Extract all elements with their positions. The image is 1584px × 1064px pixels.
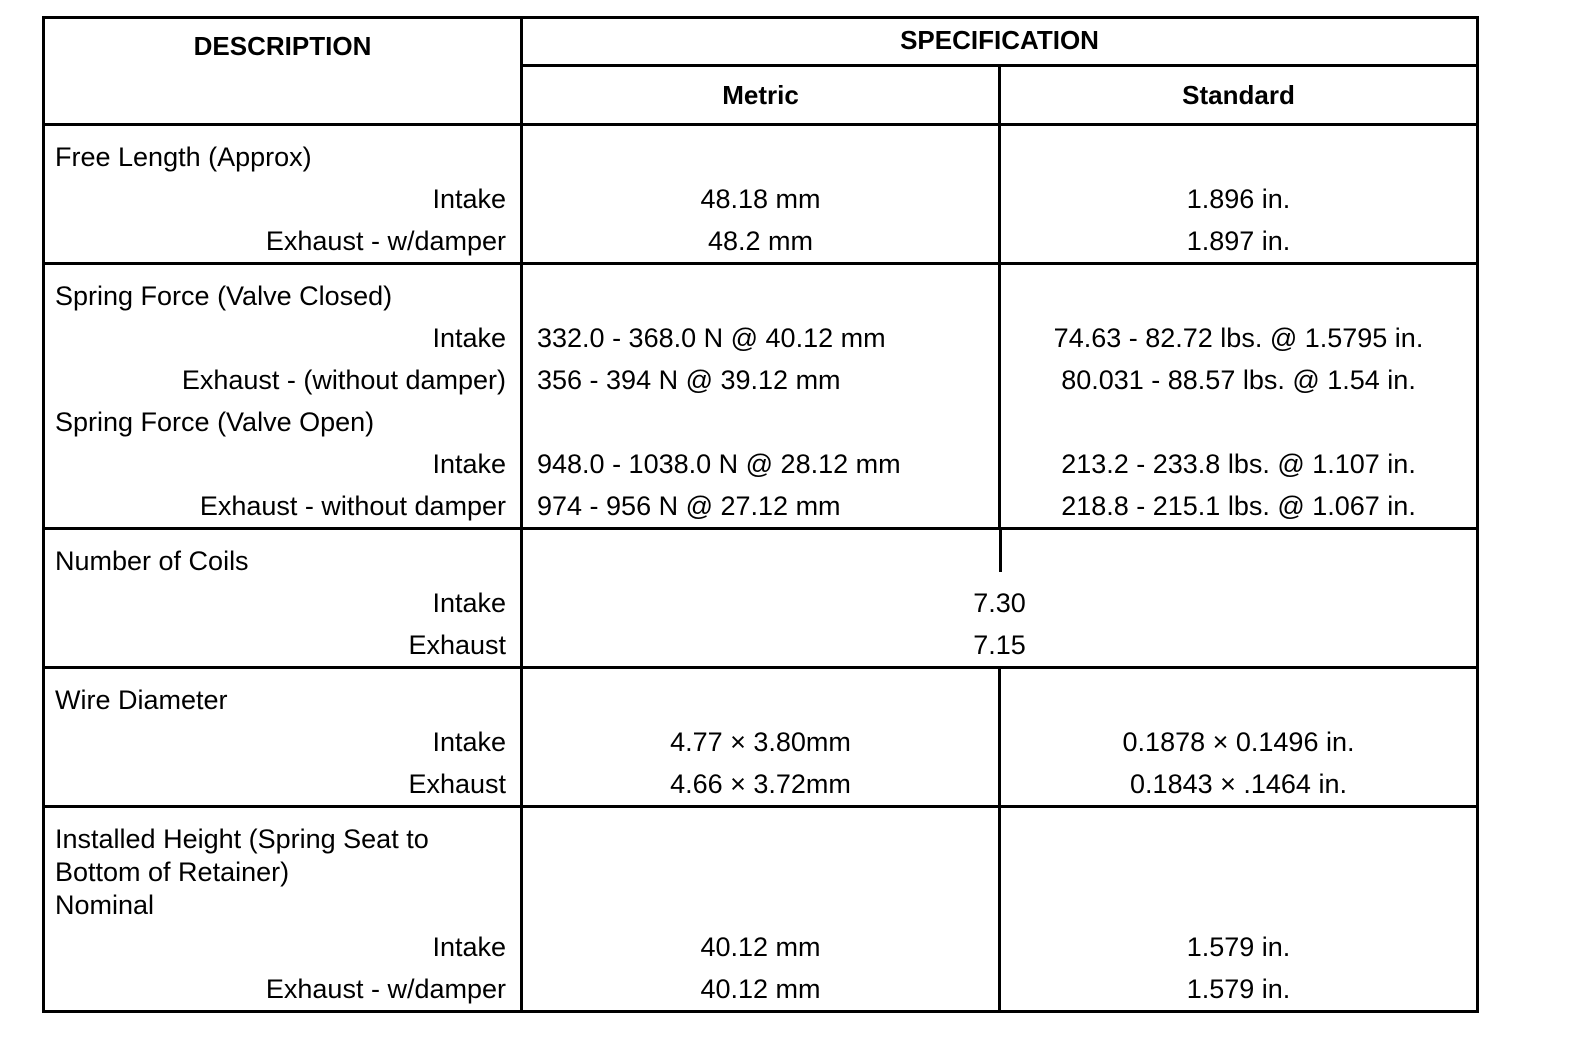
free-length-title: Free Length (Approx) (55, 142, 312, 172)
installed-height-title-line2: Bottom of Retainer) (55, 857, 290, 887)
free-length-intake-metric: 48.18 mm (700, 184, 821, 214)
spring-force-standard (1000, 264, 1478, 529)
free-length-row (44, 125, 1478, 264)
free-length-standard (1000, 125, 1478, 264)
spring-force-open-title: Spring Force (Valve Open) (55, 407, 375, 437)
installed-height-exhaust-metric: 40.12 mm (700, 974, 821, 1004)
installed-height-intake-metric: 40.12 mm (700, 932, 821, 962)
coils-intake-value: 7.30 (973, 588, 1026, 618)
specification-header: SPECIFICATION (522, 18, 1478, 66)
installed-height-metric (522, 807, 1000, 1012)
spring-force-closed-intake-label: Intake (432, 323, 506, 353)
spring-force-description (44, 264, 522, 529)
spring-force-open-intake-standard: 213.2 - 233.8 lbs. @ 1.107 in. (1061, 449, 1416, 479)
metric-header: Metric (522, 66, 1000, 125)
installed-height-standard (1000, 807, 1478, 1012)
spring-force-closed-title: Spring Force (Valve Closed) (55, 281, 393, 311)
wire-diameter-intake-metric: 4.77 × 3.80mm (670, 727, 851, 757)
installed-height-exhaust-label: Exhaust - w/damper (265, 974, 506, 1004)
spring-force-row (44, 264, 1478, 529)
wire-diameter-row (44, 668, 1478, 807)
spring-force-closed-exhaust-standard: 80.031 - 88.57 lbs. @ 1.54 in. (1061, 365, 1416, 395)
installed-height-title-line1: Installed Height (Spring Seat to (55, 824, 429, 854)
free-length-metric (522, 125, 1000, 264)
spring-force-open-intake-label: Intake (432, 449, 506, 479)
coils-exhaust-value: 7.15 (973, 630, 1026, 660)
free-length-exhaust-metric: 48.2 mm (707, 226, 814, 256)
valve-spring-spec-table (42, 16, 1479, 1013)
installed-height-nominal-label: Nominal (55, 890, 155, 920)
coils-value-merged-cell (522, 529, 1478, 668)
installed-height-row (44, 807, 1478, 1012)
wire-diameter-description (44, 668, 522, 807)
spring-force-open-exhaust-label: Exhaust - without damper (199, 491, 506, 521)
installed-height-exhaust-standard: 1.579 in. (1186, 974, 1291, 1004)
wire-diameter-intake-label: Intake (432, 727, 506, 757)
wire-diameter-exhaust-metric: 4.66 × 3.72mm (670, 769, 851, 799)
installed-height-description (44, 807, 522, 1012)
wire-diameter-metric (522, 668, 1000, 807)
spring-force-closed-intake-standard: 74.63 - 82.72 lbs. @ 1.5795 in. (1053, 323, 1424, 353)
spring-force-metric (522, 264, 1000, 529)
spring-force-closed-intake-metric: 332.0 - 368.0 N @ 40.12 mm (537, 323, 886, 353)
free-length-exhaust-standard: 1.897 in. (1186, 226, 1291, 256)
coils-intake-label: Intake (432, 588, 506, 618)
wire-diameter-exhaust-label: Exhaust (408, 769, 506, 799)
installed-height-intake-label: Intake (432, 932, 506, 962)
spring-force-closed-exhaust-metric: 356 - 394 N @ 39.12 mm (537, 365, 841, 395)
free-length-intake-standard: 1.896 in. (1186, 184, 1291, 214)
free-length-description (44, 125, 522, 264)
spring-force-closed-exhaust-label: Exhaust - (without damper) (181, 365, 506, 395)
spring-force-open-intake-metric: 948.0 - 1038.0 N @ 28.12 mm (537, 449, 901, 479)
partial-column-divider (999, 530, 1002, 572)
installed-height-intake-standard: 1.579 in. (1186, 932, 1291, 962)
coils-exhaust-label: Exhaust (408, 630, 506, 660)
standard-header: Standard (1000, 66, 1478, 125)
spring-force-open-exhaust-standard: 218.8 - 215.1 lbs. @ 1.067 in. (1061, 491, 1416, 521)
wire-diameter-intake-standard: 0.1878 × 0.1496 in. (1122, 727, 1355, 757)
wire-diameter-standard (1000, 668, 1478, 807)
description-header: DESCRIPTION (44, 18, 522, 125)
spring-force-open-exhaust-metric: 974 - 956 N @ 27.12 mm (537, 491, 841, 521)
free-length-intake-label: Intake (432, 184, 506, 214)
wire-diameter-title: Wire Diameter (55, 685, 228, 715)
coils-row (44, 529, 1478, 668)
free-length-exhaust-label: Exhaust - w/damper (265, 226, 506, 256)
coils-title: Number of Coils (55, 546, 249, 576)
coils-description (44, 529, 522, 668)
wire-diameter-exhaust-standard: 0.1843 × .1464 in. (1130, 769, 1347, 799)
